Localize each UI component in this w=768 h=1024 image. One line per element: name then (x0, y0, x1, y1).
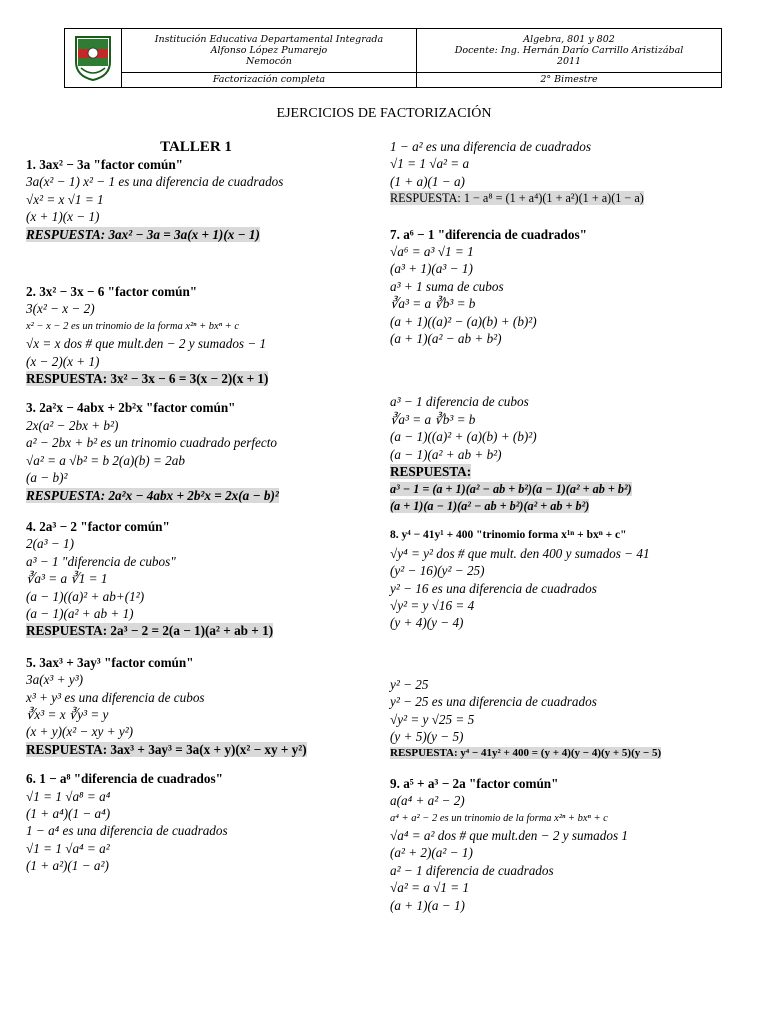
exercise-line: a⁴ + a² − 2 es un trinomio de la forma x²ⁿ + bxⁿ + c (390, 812, 608, 824)
exercise-3-answer: RESPUESTA: 2a²x − 4abx + 2b²x = 2x(a − b)² (26, 487, 279, 503)
exercise-line: 3(x² − x − 2) (26, 301, 95, 317)
exercise-line: (a + 1)(a² − ab + b²) (390, 331, 502, 347)
exercise-line: √a⁶ = a³ √1 = 1 (390, 244, 474, 260)
exercise-line: (y² − 16)(y² − 25) (390, 563, 485, 579)
course-name: Algebra, 801 y 802 (523, 33, 615, 45)
exercise-line: a³ + 1 suma de cubos (390, 278, 504, 294)
exercise-line: (a − 1)(a² + ab + 1) (26, 605, 134, 621)
exercise-line: √1 = 1 √a⁸ = a⁴ (26, 788, 111, 804)
exercise-line: 3a(x² − 1) x² − 1 es una diferencia de cuadrados (26, 174, 284, 190)
institution-line-1: Institución Educativa Departamental Integrada (154, 33, 384, 45)
exercise-line: (a − 1)(a² + ab + b²) (390, 446, 502, 462)
institution-cell (121, 29, 416, 73)
exercise-line: (a² + 2)(a² − 1) (390, 845, 473, 861)
exercise-line: √a² = a √b² = b 2(a)(b) = 2ab (26, 452, 185, 468)
institution-line-3: Nemocón (246, 55, 292, 67)
exercise-line: a² − 1 diferencia de cuadrados (390, 862, 554, 878)
page-title: EJERCICIOS DE FACTORIZACIÓN (276, 106, 492, 121)
teacher-name: Docente: Ing. Hernán Darío Carrillo Aristizábal (454, 44, 684, 56)
exercise-line: ∛a³ = a ∛b³ = b (390, 296, 476, 312)
exercise-line: y² − 25 (390, 676, 429, 692)
exercise-line: (y + 5)(y − 5) (390, 728, 464, 744)
exercise-7-answer: a³ − 1 = (a + 1)(a² − ab + b²)(a − 1)(a² + ab + b²) (390, 481, 632, 496)
topic-cell (121, 72, 416, 87)
exercise-line: (a − b)² (26, 470, 68, 486)
exercise-line: (1 + a)(1 − a) (390, 173, 465, 189)
exercise-line: ∛a³ = a ∛b³ = b (390, 411, 476, 427)
exercise-line: (a + 1)((a)² − (a)(b) + (b)²) (390, 313, 537, 329)
course-cell (417, 29, 722, 73)
exercise-line: (y + 4)(y − 4) (390, 615, 464, 631)
exercise-8-answer: RESPUESTA: y⁴ − 41y² + 400 = (y + 4)(y − 4)(y + 5)(y − 5) (390, 747, 662, 760)
exercise-2-answer: RESPUESTA: 3x² − 3x − 6 = 3(x − 2)(x + 1) (26, 371, 269, 387)
exercise-line: √y⁴ = y² dos # que mult. den 400 y sumados − 41 (390, 545, 650, 561)
exercise-1-answer: RESPUESTA: 3ax² − 3a = 3a(x + 1)(x − 1) (26, 226, 260, 242)
period: 2° Bimestre (540, 74, 598, 86)
exercise-line: (a − 1)((a)² + (a)(b) + (b)²) (390, 429, 537, 445)
exercise-3-heading: 3. 2a²x − 4abx + 2b²x "factor común" (26, 400, 236, 416)
exercise-line: y² − 16 es una diferencia de cuadrados (390, 580, 597, 596)
exercise-line: y² − 25 es una diferencia de cuadrados (390, 694, 597, 710)
exercise-line: (1 + a⁴)(1 − a⁴) (26, 806, 111, 821)
exercise-line: (a + 1)(a − 1) (390, 897, 465, 913)
exercise-line: (a³ + 1)(a³ − 1) (390, 261, 473, 277)
exercise-line: √1 = 1 √a² = a (390, 156, 470, 172)
exercise-5-heading: 5. 3ax³ + 3ay³ "factor común" (26, 654, 194, 670)
exercise-line: a(a⁴ + a² − 2) (390, 793, 465, 809)
institution-line-2: Alfonso López Pumarejo (210, 44, 328, 56)
exercise-line: √1 = 1 √a⁴ = a² (26, 840, 110, 856)
exercise-6-answer: RESPUESTA: 1 − a⁸ = (1 + a⁴)(1 + a²)(1 + a)(1 − a) (390, 191, 644, 206)
exercise-5-answer: RESPUESTA: 3ax³ + 3ay³ = 3a(x + y)(x² − xy + y²) (26, 741, 307, 757)
exercise-2-heading: 2. 3x² − 3x − 6 "factor común" (26, 284, 198, 300)
school-year: 2011 (556, 55, 582, 67)
school-shield-logo (73, 34, 113, 82)
exercise-line: 2x(a² − 2bx + b²) (26, 417, 119, 433)
exercise-9-heading: 9. a⁵ + a³ − 2a "factor común" (390, 775, 559, 791)
exercise-line: 3a(x³ + y³) (26, 672, 84, 688)
exercise-line: 1 − a⁴ es una diferencia de cuadrados (26, 823, 228, 839)
exercise-line: ∛a³ = a ∛1 = 1 (26, 571, 108, 587)
exercise-4-answer: RESPUESTA: 2a³ − 2 = 2(a − 1)(a² + ab + 1) (26, 623, 274, 639)
exercise-7-heading: 7. a⁶ − 1 "diferencia de cuadrados" (390, 226, 587, 242)
exercise-6-heading: 6. 1 − a⁸ "diferencia de cuadrados" (26, 771, 223, 787)
header-table (64, 28, 722, 88)
exercise-line: √y² = y √25 = 5 (390, 711, 475, 727)
exercise-7-answer-final: (a + 1)(a − 1)(a² − ab + b²)(a² + ab + b²) (390, 498, 590, 513)
exercise-line: (x + 1)(x − 1) (26, 209, 100, 225)
exercise-line: √a⁴ = a² dos # que mult.den − 2 y sumados 1 (390, 828, 628, 843)
exercise-line: a³ − 1 "diferencia de cubos" (26, 553, 176, 569)
right-column (390, 138, 740, 914)
exercise-line: √x² = x √1 = 1 (26, 191, 104, 207)
exercise-line: ∛x³ = x ∛y³ = y (26, 706, 109, 722)
exercise-line: 2(a³ − 1) (26, 536, 75, 552)
exercise-line: (x + y)(x² − xy + y²) (26, 724, 134, 740)
exercise-line: (a − 1)((a)² + ab+(1²) (26, 588, 145, 604)
exercise-line: 1 − a² es una diferencia de cuadrados (390, 139, 591, 154)
exercise-line: x² − x − 2 es un trinomio de la forma x²ⁿ + bxⁿ + c (26, 320, 240, 332)
exercise-8-heading: 8. y⁴ − 41y¹ + 400 "trinomio forma x¹ⁿ + bxⁿ + c" (390, 529, 627, 542)
exercise-line: a² − 2bx + b² es un trinomio cuadrado perfecto (26, 435, 277, 451)
exercise-line: √a² = a √1 = 1 (390, 880, 470, 896)
exercise-line: a³ − 1 diferencia de cubos (390, 394, 529, 410)
exercise-4-heading: 4. 2a³ − 2 "factor común" (26, 518, 170, 534)
exercise-7-answer-label: RESPUESTA: (390, 464, 472, 480)
period-cell (417, 72, 722, 87)
topic: Factorización completa (212, 74, 326, 86)
school-logo-cell (65, 29, 122, 88)
exercise-line: (x − 2)(x + 1) (26, 353, 100, 369)
exercise-line: √x = x dos # que mult.den − 2 y sumados − 1 (26, 336, 267, 352)
taller-heading: TALLER 1 (160, 139, 232, 155)
left-column (26, 138, 366, 875)
exercise-line: √y² = y √16 = 4 (390, 597, 475, 613)
exercise-line: (1 + a²)(1 − a²) (26, 858, 109, 874)
exercise-1-heading: 1. 3ax² − 3a "factor común" (26, 157, 183, 172)
exercise-line: x³ + y³ es una diferencia de cubos (26, 689, 205, 705)
